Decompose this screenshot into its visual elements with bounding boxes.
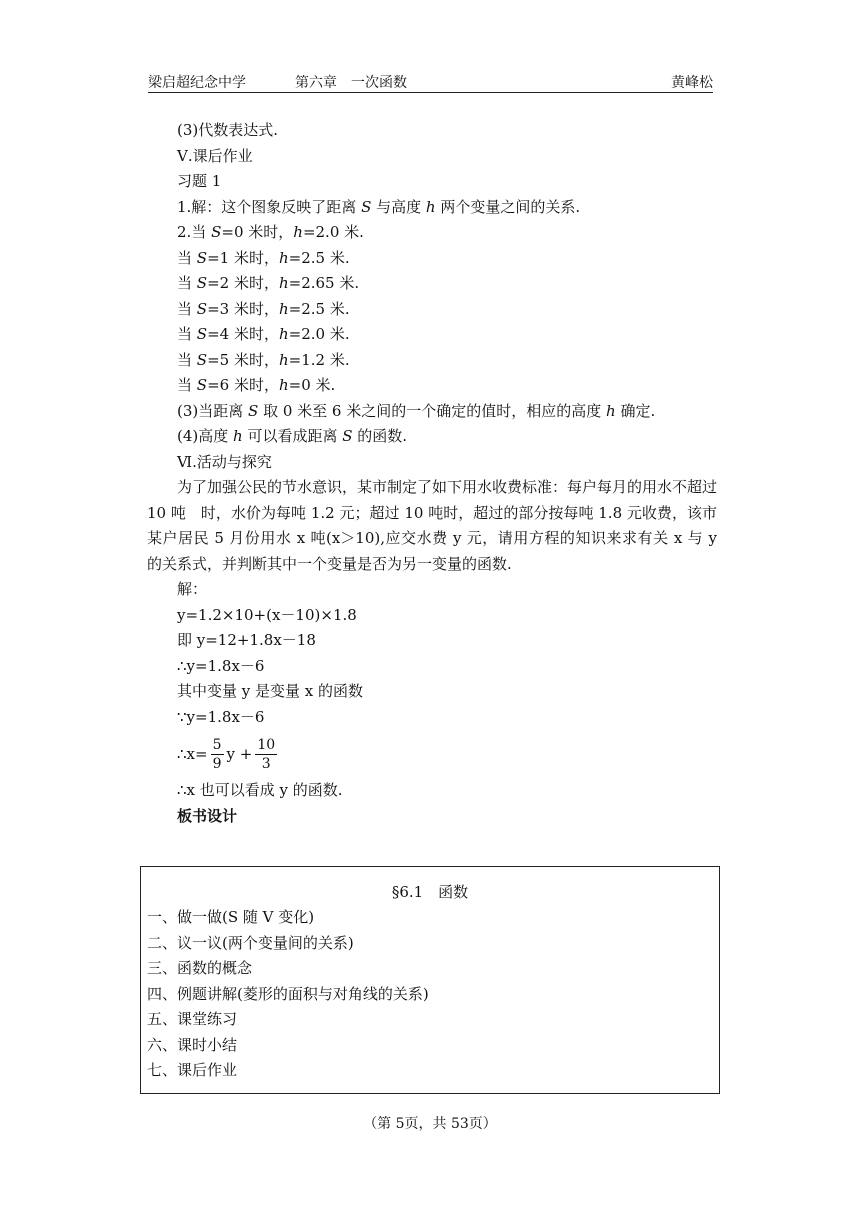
board-item: 六、课时小结: [147, 1035, 238, 1054]
answer-1: 1.解：这个图象反映了距离 S 与高度 h 两个变量之间的关系.: [177, 197, 581, 216]
answer-2-row: 当 S=6 米时，h=0 米.: [177, 376, 336, 394]
fraction-ten-thirds: $\frac{10}{3}$: [257, 736, 276, 772]
answer-3: (3)当距离 S 取 0 米至 6 米之间的一个确定的值时，相应的高度 h 确定.: [177, 401, 656, 420]
board-item: 三、函数的概念: [147, 959, 253, 977]
board-item: 二、议一议(两个变量间的关系): [147, 933, 354, 952]
algebra-expression-item: (3)代数表达式.: [177, 121, 279, 139]
answer-2-row: 当 S=4 米时，h=2.0 米.: [177, 325, 350, 343]
function-note: 其中变量 y 是变量 x 的函数: [177, 682, 364, 700]
header-author: 黄峰松: [671, 75, 713, 91]
board-item: 七、课后作业: [147, 1061, 238, 1079]
answer-2-row: 当 S=5 米时，h=1.2 米.: [177, 350, 350, 369]
header-chapter: 第六章 一次函数: [295, 75, 407, 91]
page-header: [148, 70, 713, 93]
solution-label: 解：: [177, 580, 208, 598]
answer-2-row: 当 S=1 米时，h=2.5 米.: [177, 248, 350, 267]
exercise-label: 习题 1: [177, 172, 222, 190]
equation-1: y=1.2×10+(x－10)×1.8: [177, 605, 357, 624]
page-number: （第 5页，共 53页）: [363, 1116, 497, 1132]
equation-3: ∴y=1.8x－6: [177, 656, 265, 675]
equation-5: ∴x= $\frac{5}{9}$ y + $\frac{10}{3}$: [177, 736, 276, 772]
answer-4: (4)高度 h 可以看成距离 S 的函数.: [177, 427, 408, 445]
answer-2-row: 当 S=3 米时，h=2.5 米.: [177, 299, 350, 318]
header-school: 梁启超纪念中学: [148, 75, 246, 91]
answer-2-list: [147, 220, 717, 399]
board-design-box: [140, 866, 720, 1094]
board-items: [147, 905, 429, 1084]
board-title: §6.1 函数: [391, 883, 469, 901]
answer-2-row: 当 S=2 米时，h=2.65 米.: [177, 274, 360, 292]
page-content: [147, 118, 717, 829]
answer-2-row: 2.当 S=0 米时，h=2.0 米.: [177, 223, 364, 241]
homework-heading: Ⅴ.课后作业: [177, 146, 253, 165]
equation-2: 即 y=12+1.8x－18: [177, 631, 316, 649]
board-design-heading: 板书设计: [177, 806, 238, 825]
board-item: 五、课堂练习: [147, 1010, 238, 1028]
activity-heading: Ⅵ.活动与探究: [177, 452, 272, 471]
activity-problem: 为了加强公民的节水意识，某市制定了如下用水收费标准：每户每月的用水不超过 10 吨 时，水价为每吨 1.2 元；超过 10 吨时，超过的部分按每吨 1.8 元收费，该市某户居民 5 月份用水 x 吨(x＞10),应交水费 y 元，请用方程的知识来求有关 x 与 y 的关系式，并判断其中一个变量是否为另一变量的函数.: [147, 478, 718, 573]
fraction-five-ninths: $\frac{5}{9}$: [212, 736, 222, 772]
board-item: 一、做一做(S 随 V 变化): [147, 908, 315, 926]
equation-4: ∵y=1.8x－6: [177, 707, 265, 726]
board-item: 四、例题讲解(菱形的面积与对角线的关系): [147, 984, 429, 1003]
conclusion: ∴x 也可以看成 y 的函数.: [177, 781, 343, 799]
